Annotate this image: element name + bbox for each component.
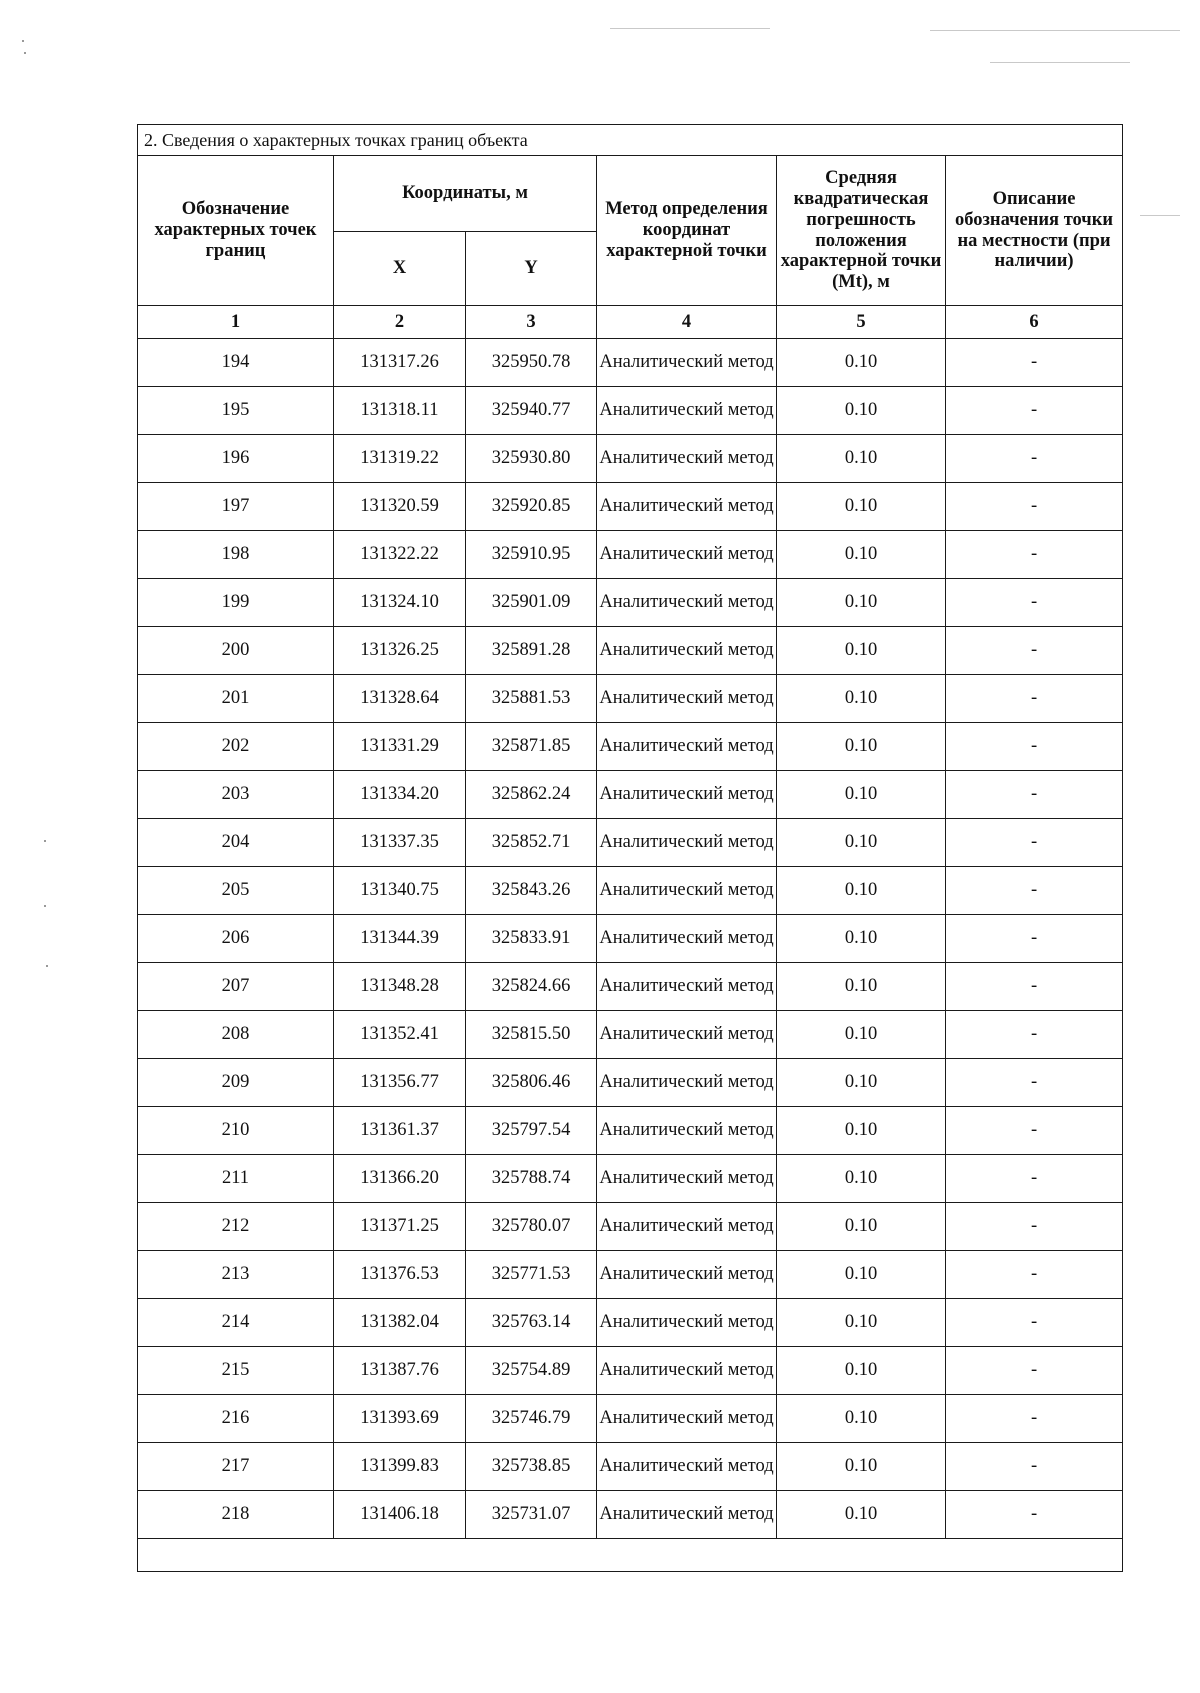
error-cell: 0.10: [777, 1059, 946, 1107]
x-cell: 131340.75: [334, 867, 466, 915]
y-cell: 325797.54: [466, 1107, 597, 1155]
method-cell: Аналитический метод: [597, 579, 777, 627]
table-row: [138, 435, 1123, 483]
table-row: [138, 1347, 1123, 1395]
x-cell: 131361.37: [334, 1107, 466, 1155]
x-cell: 131319.22: [334, 435, 466, 483]
y-cell: 325852.71: [466, 819, 597, 867]
boundary-points-table: [137, 124, 1123, 1572]
description-cell: -: [946, 483, 1123, 531]
x-cell: 131328.64: [334, 675, 466, 723]
point-cell: 196: [138, 435, 334, 483]
x-cell: 131366.20: [334, 1155, 466, 1203]
table-row: [138, 483, 1123, 531]
point-cell: 210: [138, 1107, 334, 1155]
point-cell: 215: [138, 1347, 334, 1395]
point-cell: 208: [138, 1011, 334, 1059]
point-cell: 203: [138, 771, 334, 819]
description-cell: -: [946, 579, 1123, 627]
y-cell: 325780.07: [466, 1203, 597, 1251]
description-cell: -: [946, 915, 1123, 963]
y-cell: 325731.07: [466, 1491, 597, 1539]
table-row: [138, 1299, 1123, 1347]
method-cell: Аналитический метод: [597, 483, 777, 531]
column-numbers-row: [138, 306, 1123, 339]
header-x: X: [334, 232, 466, 306]
method-cell: Аналитический метод: [597, 1251, 777, 1299]
description-cell: -: [946, 531, 1123, 579]
point-cell: 197: [138, 483, 334, 531]
y-cell: 325771.53: [466, 1251, 597, 1299]
method-cell: Аналитический метод: [597, 723, 777, 771]
scan-artifact: [990, 62, 1130, 63]
table-row: [138, 1491, 1123, 1539]
y-cell: 325891.28: [466, 627, 597, 675]
method-cell: Аналитический метод: [597, 1155, 777, 1203]
x-cell: 131337.35: [334, 819, 466, 867]
error-cell: 0.10: [777, 675, 946, 723]
point-cell: 199: [138, 579, 334, 627]
table-row: [138, 675, 1123, 723]
table-row: [138, 915, 1123, 963]
method-cell: Аналитический метод: [597, 1491, 777, 1539]
x-cell: 131399.83: [334, 1443, 466, 1491]
y-cell: 325950.78: [466, 339, 597, 387]
method-cell: Аналитический метод: [597, 675, 777, 723]
y-cell: 325862.24: [466, 771, 597, 819]
y-cell: 325901.09: [466, 579, 597, 627]
x-cell: 131376.53: [334, 1251, 466, 1299]
y-cell: 325754.89: [466, 1347, 597, 1395]
table-row: [138, 819, 1123, 867]
header-y: Y: [466, 232, 597, 306]
x-cell: 131318.11: [334, 387, 466, 435]
header-error: Средняя квадратическая погрешность положения характерной точки (Mt), м: [777, 156, 946, 306]
method-cell: Аналитический метод: [597, 627, 777, 675]
column-number: 2: [334, 306, 466, 339]
point-cell: 213: [138, 1251, 334, 1299]
header-method: Метод определения координат характерной точки: [597, 156, 777, 306]
point-cell: 200: [138, 627, 334, 675]
y-cell: 325940.77: [466, 387, 597, 435]
method-cell: Аналитический метод: [597, 819, 777, 867]
x-cell: 131387.76: [334, 1347, 466, 1395]
point-cell: 212: [138, 1203, 334, 1251]
header-coordinates: Координаты, м: [334, 156, 597, 232]
table-row: [138, 1395, 1123, 1443]
error-cell: 0.10: [777, 1011, 946, 1059]
table-row: [138, 579, 1123, 627]
error-cell: 0.10: [777, 627, 946, 675]
scan-artifact: [44, 840, 46, 842]
method-cell: Аналитический метод: [597, 1347, 777, 1395]
column-number: 1: [138, 306, 334, 339]
point-cell: 201: [138, 675, 334, 723]
y-cell: 325763.14: [466, 1299, 597, 1347]
y-cell: 325843.26: [466, 867, 597, 915]
point-cell: 217: [138, 1443, 334, 1491]
table-row: [138, 531, 1123, 579]
error-cell: 0.10: [777, 435, 946, 483]
error-cell: 0.10: [777, 531, 946, 579]
y-cell: 325871.85: [466, 723, 597, 771]
method-cell: Аналитический метод: [597, 387, 777, 435]
description-cell: -: [946, 1011, 1123, 1059]
header-description: Описание обозначения точки на местности (при наличии): [946, 156, 1123, 306]
error-cell: 0.10: [777, 1251, 946, 1299]
description-cell: -: [946, 387, 1123, 435]
method-cell: Аналитический метод: [597, 1443, 777, 1491]
table-row: [138, 1107, 1123, 1155]
description-cell: -: [946, 627, 1123, 675]
method-cell: Аналитический метод: [597, 1059, 777, 1107]
empty-footer-row: [138, 1539, 1123, 1572]
method-cell: Аналитический метод: [597, 1395, 777, 1443]
scan-artifact: [22, 40, 24, 42]
error-cell: 0.10: [777, 1155, 946, 1203]
x-cell: 131393.69: [334, 1395, 466, 1443]
error-cell: 0.10: [777, 339, 946, 387]
y-cell: 325930.80: [466, 435, 597, 483]
error-cell: 0.10: [777, 1107, 946, 1155]
table-row: [138, 627, 1123, 675]
column-number: 3: [466, 306, 597, 339]
description-cell: -: [946, 1203, 1123, 1251]
table-row: [138, 1059, 1123, 1107]
x-cell: 131344.39: [334, 915, 466, 963]
table-row: [138, 963, 1123, 1011]
y-cell: 325738.85: [466, 1443, 597, 1491]
column-number: 6: [946, 306, 1123, 339]
table-row: [138, 1011, 1123, 1059]
method-cell: Аналитический метод: [597, 1107, 777, 1155]
y-cell: 325815.50: [466, 1011, 597, 1059]
description-cell: -: [946, 1347, 1123, 1395]
point-cell: 198: [138, 531, 334, 579]
method-cell: Аналитический метод: [597, 1011, 777, 1059]
error-cell: 0.10: [777, 1395, 946, 1443]
point-cell: 218: [138, 1491, 334, 1539]
point-cell: 207: [138, 963, 334, 1011]
scan-artifact: [930, 30, 1180, 31]
point-cell: 205: [138, 867, 334, 915]
point-cell: 202: [138, 723, 334, 771]
scan-artifact: [610, 28, 770, 29]
description-cell: -: [946, 1251, 1123, 1299]
error-cell: 0.10: [777, 387, 946, 435]
y-cell: 325910.95: [466, 531, 597, 579]
point-cell: 206: [138, 915, 334, 963]
method-cell: Аналитический метод: [597, 963, 777, 1011]
x-cell: 131348.28: [334, 963, 466, 1011]
x-cell: 131317.26: [334, 339, 466, 387]
scan-artifact: [46, 965, 48, 967]
x-cell: 131326.25: [334, 627, 466, 675]
description-cell: -: [946, 867, 1123, 915]
description-cell: -: [946, 723, 1123, 771]
method-cell: Аналитический метод: [597, 771, 777, 819]
method-cell: Аналитический метод: [597, 531, 777, 579]
description-cell: -: [946, 819, 1123, 867]
table-row: [138, 339, 1123, 387]
scan-artifact: [1140, 215, 1180, 216]
description-cell: -: [946, 1491, 1123, 1539]
method-cell: Аналитический метод: [597, 339, 777, 387]
description-cell: -: [946, 1155, 1123, 1203]
header-point-designation: Обозначение характерных точек границ: [138, 156, 334, 306]
column-number: 5: [777, 306, 946, 339]
error-cell: 0.10: [777, 579, 946, 627]
empty-footer-cell: [138, 1539, 1123, 1572]
error-cell: 0.10: [777, 1443, 946, 1491]
table-row: [138, 867, 1123, 915]
x-cell: 131322.22: [334, 531, 466, 579]
description-cell: -: [946, 1107, 1123, 1155]
error-cell: 0.10: [777, 1347, 946, 1395]
point-cell: 204: [138, 819, 334, 867]
error-cell: 0.10: [777, 771, 946, 819]
column-number: 4: [597, 306, 777, 339]
section-title: 2. Сведения о характерных точках границ объекта: [138, 125, 1123, 156]
error-cell: 0.10: [777, 819, 946, 867]
x-cell: 131320.59: [334, 483, 466, 531]
point-cell: 194: [138, 339, 334, 387]
point-cell: 195: [138, 387, 334, 435]
description-cell: -: [946, 675, 1123, 723]
table-row: [138, 1155, 1123, 1203]
x-cell: 131352.41: [334, 1011, 466, 1059]
x-cell: 131406.18: [334, 1491, 466, 1539]
description-cell: -: [946, 963, 1123, 1011]
point-cell: 214: [138, 1299, 334, 1347]
error-cell: 0.10: [777, 867, 946, 915]
error-cell: 0.10: [777, 483, 946, 531]
description-cell: -: [946, 1443, 1123, 1491]
method-cell: Аналитический метод: [597, 1299, 777, 1347]
point-cell: 209: [138, 1059, 334, 1107]
table-row: [138, 387, 1123, 435]
method-cell: Аналитический метод: [597, 1203, 777, 1251]
error-cell: 0.10: [777, 1203, 946, 1251]
table-row: [138, 771, 1123, 819]
scan-artifact: [44, 905, 46, 907]
point-cell: 211: [138, 1155, 334, 1203]
table-row: [138, 1251, 1123, 1299]
table-row: [138, 1443, 1123, 1491]
x-cell: 131331.29: [334, 723, 466, 771]
x-cell: 131334.20: [334, 771, 466, 819]
error-cell: 0.10: [777, 963, 946, 1011]
y-cell: 325806.46: [466, 1059, 597, 1107]
y-cell: 325824.66: [466, 963, 597, 1011]
error-cell: 0.10: [777, 1299, 946, 1347]
error-cell: 0.10: [777, 915, 946, 963]
scan-artifact: [24, 52, 26, 54]
method-cell: Аналитический метод: [597, 867, 777, 915]
description-cell: -: [946, 1395, 1123, 1443]
y-cell: 325920.85: [466, 483, 597, 531]
y-cell: 325833.91: [466, 915, 597, 963]
description-cell: -: [946, 339, 1123, 387]
x-cell: 131324.10: [334, 579, 466, 627]
method-cell: Аналитический метод: [597, 435, 777, 483]
error-cell: 0.10: [777, 723, 946, 771]
description-cell: -: [946, 435, 1123, 483]
x-cell: 131356.77: [334, 1059, 466, 1107]
y-cell: 325746.79: [466, 1395, 597, 1443]
description-cell: -: [946, 771, 1123, 819]
y-cell: 325788.74: [466, 1155, 597, 1203]
description-cell: -: [946, 1299, 1123, 1347]
point-cell: 216: [138, 1395, 334, 1443]
method-cell: Аналитический метод: [597, 915, 777, 963]
x-cell: 131371.25: [334, 1203, 466, 1251]
x-cell: 131382.04: [334, 1299, 466, 1347]
y-cell: 325881.53: [466, 675, 597, 723]
table-row: [138, 1203, 1123, 1251]
description-cell: -: [946, 1059, 1123, 1107]
error-cell: 0.10: [777, 1491, 946, 1539]
table-row: [138, 723, 1123, 771]
